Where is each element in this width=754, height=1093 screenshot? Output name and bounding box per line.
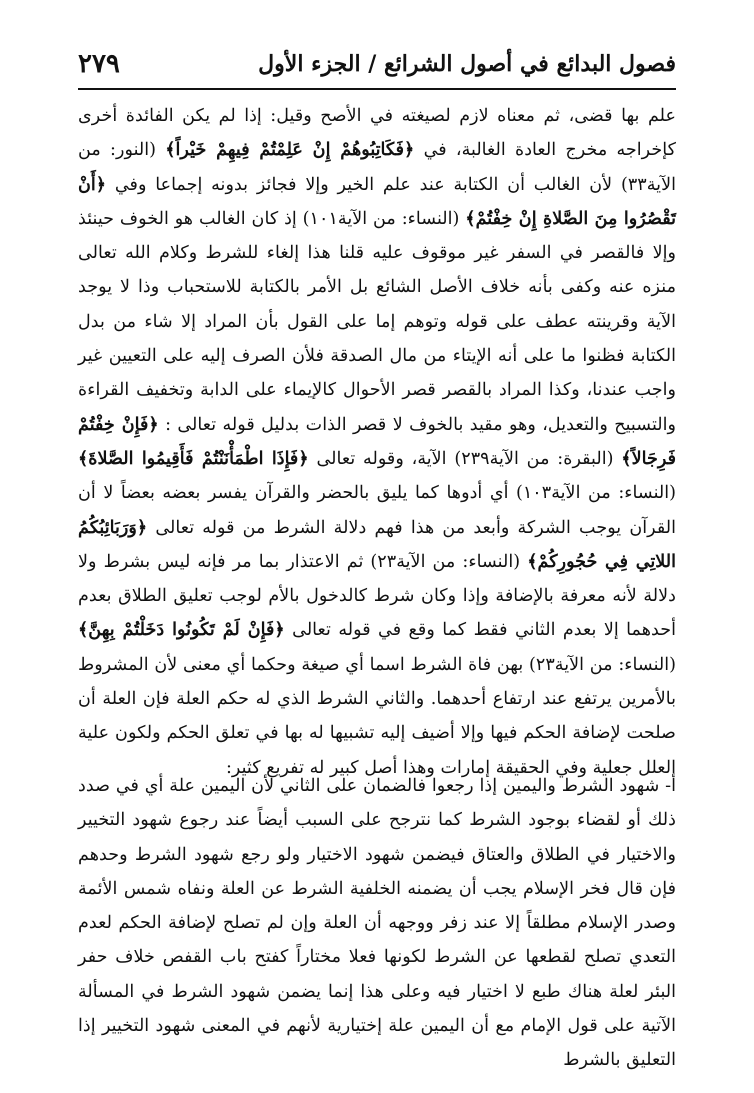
body-text-segment: (البقرة: من الآية٢٣٩) الآية، وقوله تعالى [308, 448, 622, 469]
paragraph-2 [78, 769, 676, 1078]
header-divider [78, 88, 676, 90]
body-text-segment: أ- شهود الشرط واليمين إذا رجعوا فالضمان على الثاني لأن اليمين علة أي في صدد ذلك أو لقضاء بوجود الشرط كما نترجح على السبب أيضاً عند رجوع شهود التخيير والاختيار في الطلاق والعتاق فيضمن شهود الاختيار ولو رجع شهود الشرط وحدهم فإن قال فخر الإسلام يجب أن يضمنه الخلفية الشرط عن العلة ونفاه شمس الأئمة وصدر الإسلام مطلقاً إلا عند زفر ووجهه أن العلة وإن لم تصلح لإضافة الحكم لعدم التعدي تصلح لقطعها عن الشرط لكونها فعلا مختاراً كفتح باب القفص خلاف حفر البئر لعلة هناك طبع لا اختيار فيه وعلى هذا إنما يضمن شهود الشرط في المسألة الآتية على قول الإمام مع أن اليمين علة إختيارية لأنهم في المعنى شهود التخيير إذا التعليق بالشرط [78, 776, 676, 1071]
paragraph-1 [78, 99, 676, 785]
quran-verse: ﴿وَرَبَائِبُكُمُ اللاتِي فِي حُجُورِكُمْ﴾ [78, 516, 676, 572]
quran-verse: ﴿أَنْ تَقْصُرُوا مِنَ الصَّلاةِ إِنْ خِفْتُمْ﴾ [78, 173, 676, 229]
body-text-segment: (النساء: من الآية١٠١) إذ كان الغالب هو الخوف حينئذ وإلا فالقصر في السفر غير موقوف عليه قلنا هذا إلغاء للشرط وكلام الله تعالى منزه عنه وكفى بأنه خلاف الأصل الشائع بل الأمر بالكتابة للاستحباب وذا لا يوجد الآية وقرينته عطف على قوله وتوهم إما على القول بأن المراد إلا شاء من بدل الكتابة فظنوا ما على أنه الإيتاء من مال الصدقة فلأن الصرف إليه على التعيين غير واجب عندنا، وكذا المراد بالقصر قصر الأحوال كالإيماء على الدابة وتخفيف القراءة والتسبيح والتعديل، وهو مقيد بالخوف لا قصر الذات بدليل قوله تعالى : [78, 208, 676, 435]
body-text-segment: (النور: من الآية٣٣) لأن الغالب أن الكتابة عند علم الخير وإلا فجائز بدونه إجماعا وفي [78, 140, 676, 195]
body-text-segment: (النساء: من الآية٢٣) ثم الاعتذار بما مر فإنه ليس بشرط ولا دلالة لأنه معرفة بالإضافة وإذا وكان شرط كالدخول بالأم لوجب تعليق الطلاق بعدم أحدهما إلا بعدم الثاني فقط كما وقع في قوله تعالى [78, 551, 676, 641]
running-title: فصول البدائع في أصول الشرائع / الجزء الأول [258, 51, 676, 77]
quran-verse: ﴿فَإِنْ لَمْ تَكُونُوا دَخَلْتُمْ بِهِنَّ﴾ [78, 619, 285, 641]
body-text-segment: علم بها قضى، ثم معناه لازم لصيغته في الأصح وقيل: إذا لم يكن الفائدة أخرى كإخراجه مخرج العادة الغالبة، في [78, 106, 676, 161]
quran-verse: ﴿فَكَاتِبُوهُمْ إِنْ عَلِمْتُمْ فِيهِمْ خَيْراً﴾ [165, 139, 415, 161]
body-text-segment: (النساء: من الآية٢٣) بهن فاة الشرط اسما أي صيغة وحكما أي معنى لأن المشروط بالأمرين يرتفع عند ارتفاع أحدهما. والثاني الشرط الذي له حكم العلة فإن العلة أن صلحت لإضافة الحكم فيها وإلا أضيف إليه تشبيها له بها في تعلق الحكم ولكون علية العلل جعلية وفي الحقيقة إمارات وهذا أصل كبير له تفريع كثير: [78, 654, 676, 778]
page-number: ٢٧٩ [78, 49, 120, 79]
quran-verse: ﴿فَإِذَا اطْمَأْنَنْتُمْ فَأَقِيمُوا الصَّلاةَ﴾ [78, 447, 309, 469]
body-text-segment: (النساء: من الآية١٠٣) أي أدوها كما يليق بالحضر والقرآن يفسر بعضه بعضاً لا أن القرآن يوجب الشركة وأبعد من هذا فهم دلالة الشرط من قوله تعالى [78, 483, 676, 538]
quran-verse: ﴿فَإِنْ خِفْتُمْ فَرِجَالاً﴾ [78, 413, 676, 469]
page-header [78, 44, 676, 84]
